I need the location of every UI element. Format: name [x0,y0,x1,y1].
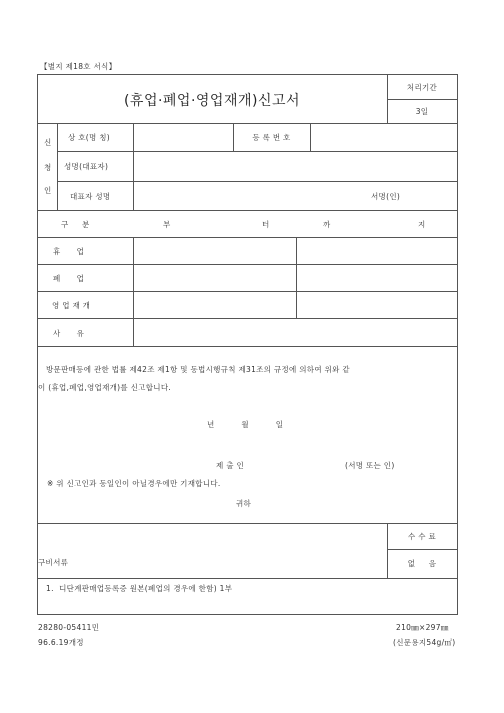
table-row-suspend: 휴 업 [53,247,85,256]
processing-split [387,99,457,100]
table-row-line-1 [37,264,458,265]
rep-name-label: 대표자 성명 [70,192,111,201]
footer-size: 210㎜×297㎜ [396,623,449,632]
page-title: (휴업·폐업·영업재개)신고서 [123,93,301,109]
applicant-label-3: 인 [44,186,52,195]
table-row-resume: 영 업 재 개 [52,301,91,310]
footer-revised: 96.6.19개정 [38,638,84,647]
frame-top [37,74,458,75]
applicant-field-col [133,123,134,210]
table-row-reason: 사 유 [53,329,85,338]
applicant-row2 [57,181,457,182]
signature-label: 서명(인) [371,192,401,201]
processing-period-value: 3일 [415,107,429,116]
footer-code: 28280-05411민 [38,623,100,632]
applicant-label-1: 신 [44,138,52,147]
title-bottom-line [37,123,458,124]
frame-left [37,74,38,615]
table-row-line-2 [37,291,458,292]
processing-period-label: 처리기간 [406,83,438,92]
fee-label: 수 수 료 [407,532,436,541]
from-header-2: 터 [262,220,270,229]
fee-top-line [37,523,458,524]
until-header-2: 지 [418,220,426,229]
attachments-label: 구비서류 [38,558,69,567]
body-text-line-2: 이 (휴업,폐업,영업재개)를 신고합니다. [38,383,172,392]
applicant-bottom-line [37,210,458,211]
fee-bottom-line [37,578,458,579]
fee-value: 없 음 [407,559,437,568]
frame-bottom [37,614,458,615]
date-line: 년 월 일 [207,420,284,429]
frame-right [457,74,458,615]
submitter-sign: (서명 또는 인) [345,461,395,470]
table-row-line-3 [37,318,458,319]
until-header-1: 까 [323,220,331,229]
footer-paper: (신문용지54g/㎡) [393,638,456,647]
trade-name-label: 상 호(명 칭) [68,133,110,142]
table-row-line-4 [37,346,458,347]
table-col-2 [296,237,297,319]
fee-split [387,549,457,550]
form-number: 【별지 제18호 서식】 [40,62,117,71]
applicant-label-2: 청 [44,163,52,172]
table-row-line-0 [37,237,458,238]
attachment-item: 1. 디단계판매업등록증 원본(폐업의 경우에 한함) 1부 [46,584,233,593]
body-text-line-1: 방문판매등에 관한 법률 제42조 제1항 및 동법시행규칙 제31조의 규정에 의하여 위와 같 [46,365,350,374]
category-header: 구 분 [61,220,90,229]
name-label: 성명(대표자) [64,162,109,171]
addressee: 귀하 [236,499,252,508]
submitter-label: 제 출 인 [216,461,245,470]
applicant-label-col [57,123,58,210]
reg-no-label: 등 록 번 호 [252,133,291,142]
applicant-row1 [57,151,457,152]
from-header-1: 부 [163,220,171,229]
table-row-close: 폐 업 [53,274,85,283]
reg-no-col-right [310,123,311,151]
note-text: ※ 위 신고인과 동일인이 아닐경우에만 기재합니다. [47,479,221,488]
